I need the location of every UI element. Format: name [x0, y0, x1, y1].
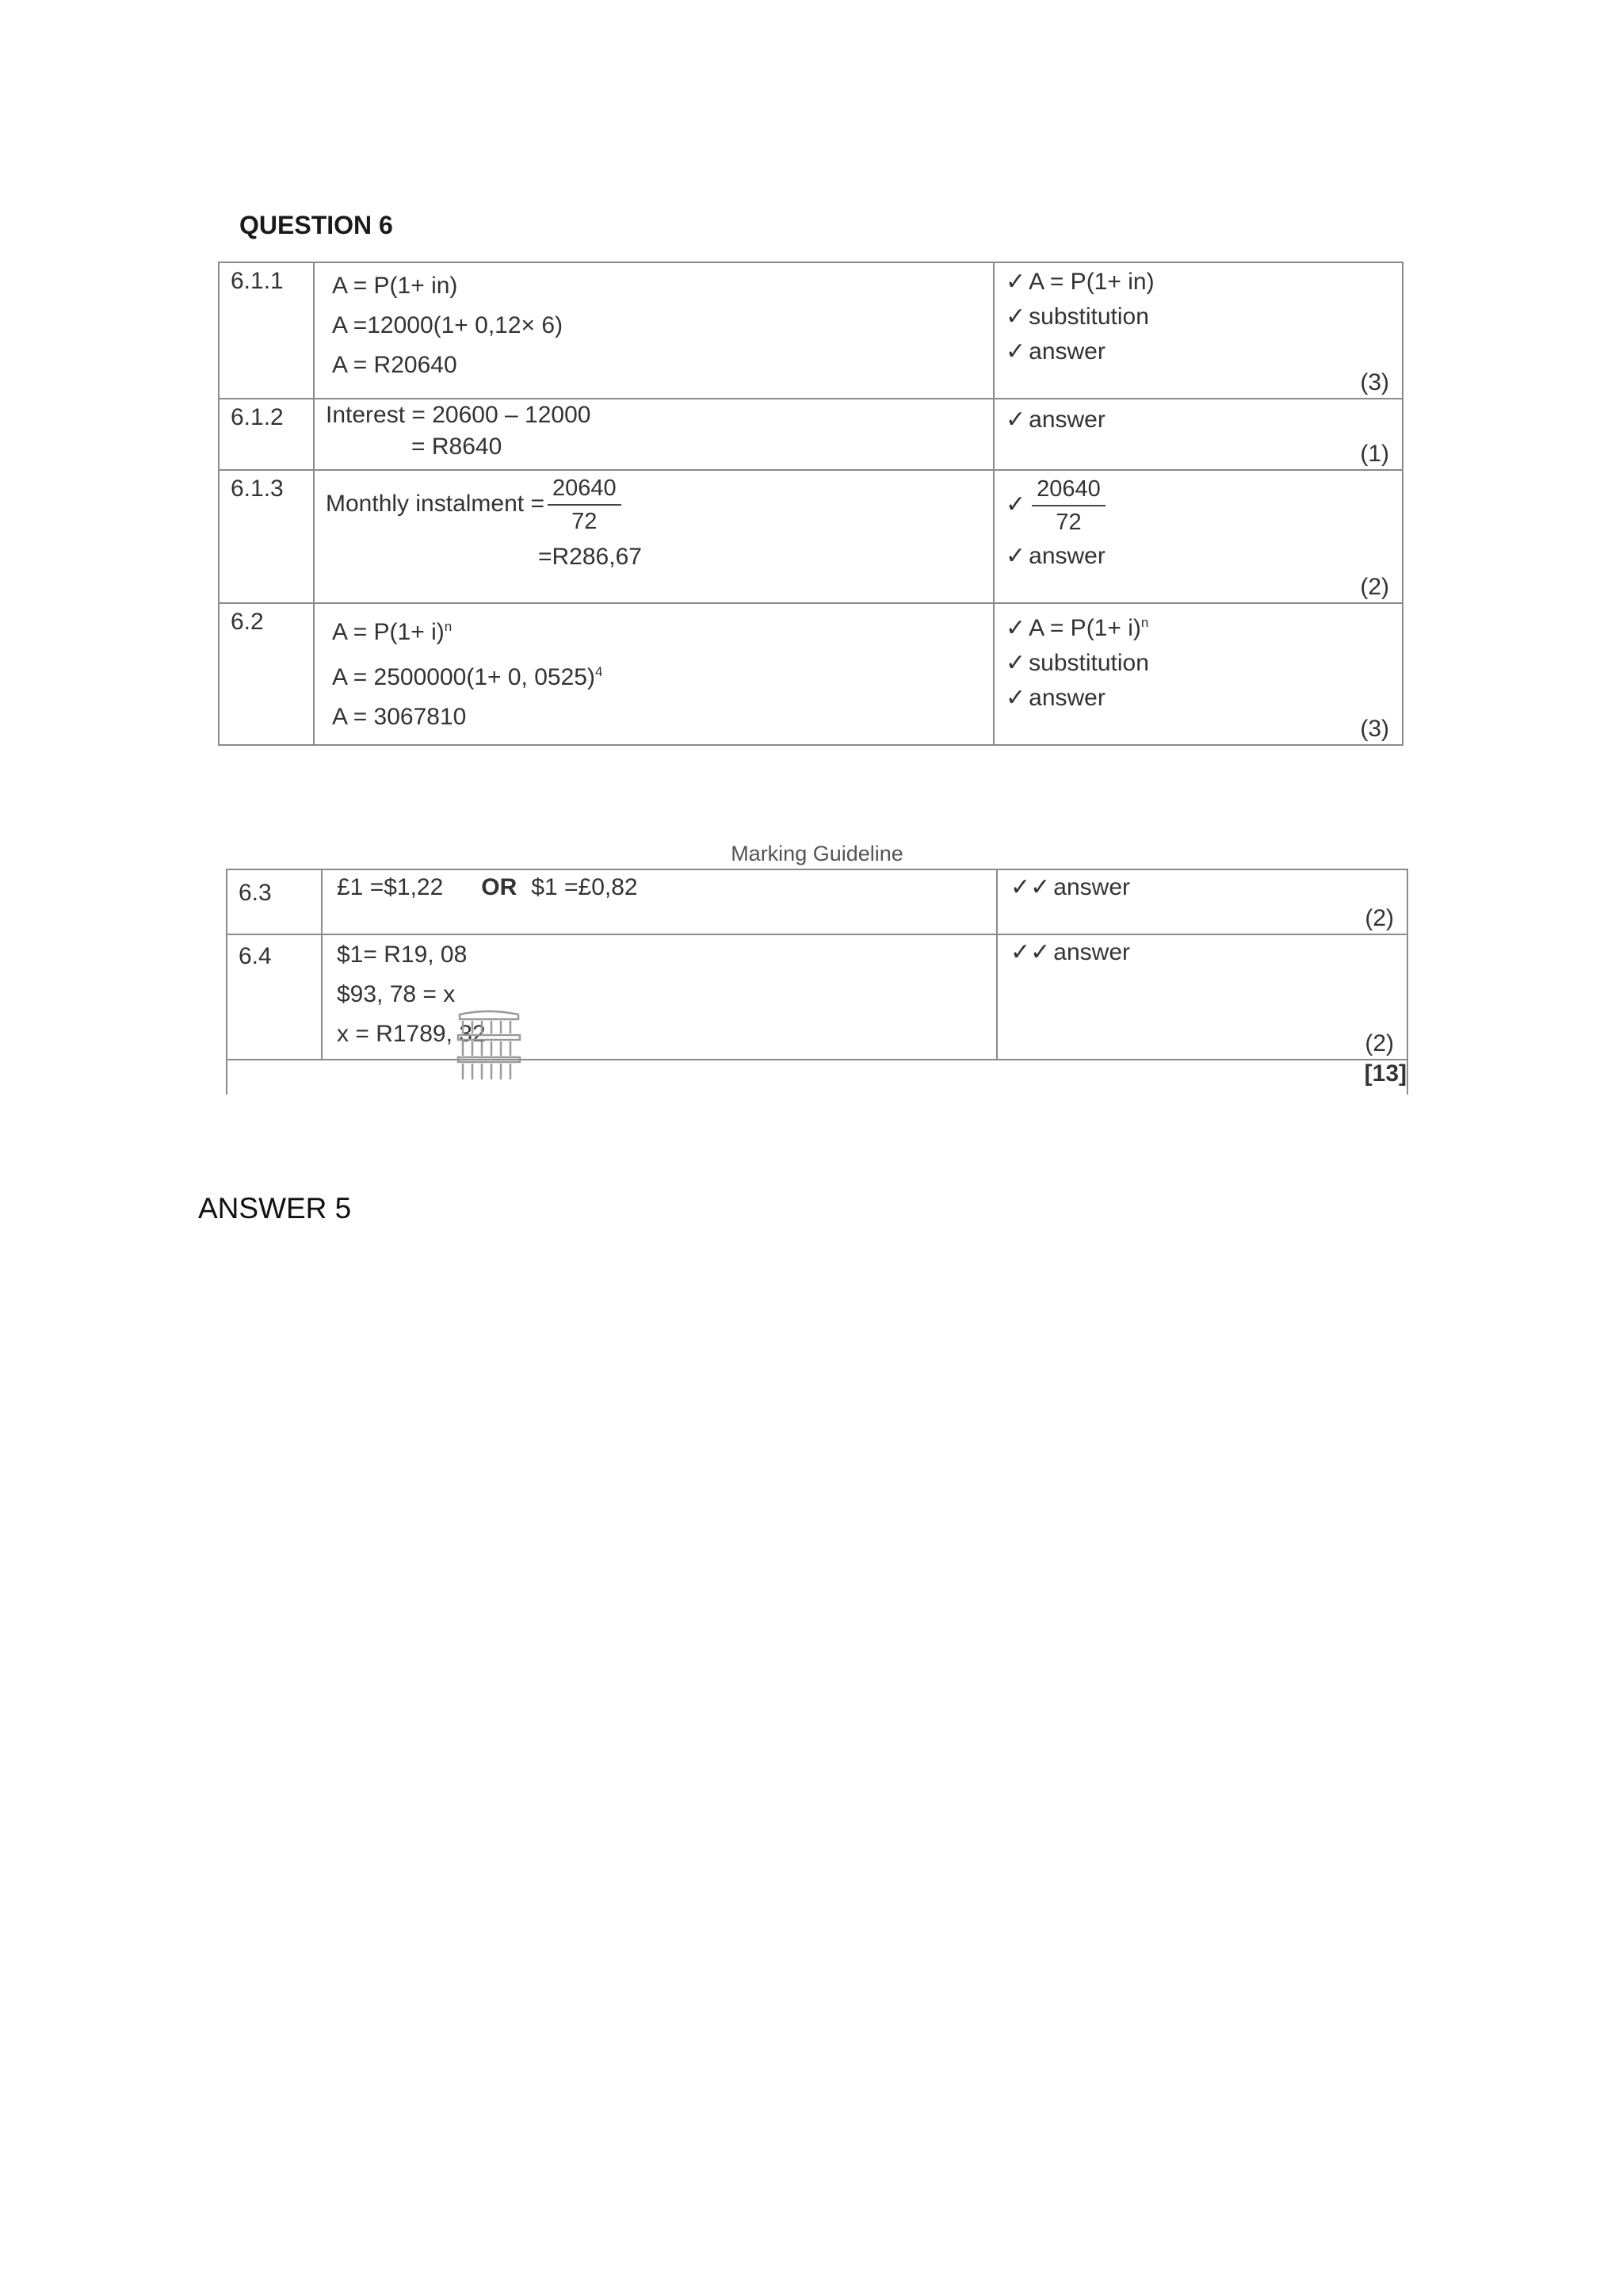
- marking-table-q6-part2: [226, 842, 1408, 1095]
- exchange-rate: £1 =$1,22: [337, 874, 444, 900]
- working-line: = R8640: [411, 434, 502, 460]
- mark-item: [1006, 300, 1402, 334]
- answer-label: ANSWER 5: [198, 1192, 352, 1224]
- check-icon: ✓: [1006, 650, 1026, 676]
- mark-item-label: answer: [1029, 338, 1106, 365]
- mark-item-label: answer: [1029, 543, 1106, 569]
- question-number: 6.1.3: [231, 476, 284, 502]
- table-row: [227, 934, 1407, 1060]
- mark-item-label: substitution: [1029, 304, 1149, 330]
- table-row: [219, 262, 1403, 399]
- mark-allocation-cell: [997, 934, 1407, 1060]
- question-number: 6.2: [231, 609, 264, 635]
- working-line: x = R1789, 32: [337, 1021, 486, 1047]
- fraction: [1032, 473, 1106, 538]
- table-row: [219, 399, 1403, 470]
- working-line: $93, 78 = x: [337, 981, 456, 1007]
- mark-item-label: substitution: [1029, 650, 1149, 676]
- working-line: =R286,67: [538, 544, 642, 570]
- fraction-denominator: 72: [1056, 510, 1082, 536]
- working-line: Interest = 20600 – 12000: [326, 402, 591, 428]
- or-label: OR: [481, 874, 517, 900]
- working-cell: [322, 934, 997, 1060]
- question-number: 6.1.2: [231, 404, 284, 430]
- exchange-rate: $1 =£0,82: [531, 874, 638, 900]
- question-number-cell: [219, 399, 314, 470]
- mark-total: (3): [1360, 716, 1389, 742]
- fraction-numerator: 20640: [548, 472, 621, 506]
- mark-total: (3): [1360, 369, 1389, 395]
- table-row: [227, 869, 1407, 934]
- exponent: 4: [594, 664, 603, 679]
- question-number-cell: [227, 934, 322, 1060]
- mark-item-label: answer: [1029, 685, 1106, 711]
- mark-item: [1006, 403, 1402, 437]
- check-icon: ✓: [1006, 338, 1026, 365]
- question-number-cell: [219, 470, 314, 603]
- mark-item-label: A = P(1+ i): [1029, 615, 1141, 641]
- question-total: [13]: [227, 1060, 1407, 1095]
- fraction: [548, 472, 621, 537]
- working-line: $1= R19, 08: [337, 942, 468, 968]
- mark-item: [1006, 606, 1402, 646]
- check-icon: ✓: [1006, 615, 1026, 641]
- mark-total: (2): [1365, 1030, 1394, 1056]
- working-cell: [314, 399, 994, 470]
- mark-item-label: answer: [1053, 874, 1130, 900]
- question-number: 6.4: [239, 943, 272, 969]
- question-number-cell: [219, 603, 314, 745]
- mark-item: [1006, 334, 1402, 369]
- working-cell: [322, 869, 997, 934]
- working-cell: [314, 262, 994, 399]
- mark-total: (1): [1360, 441, 1389, 467]
- mark-item: [1006, 646, 1402, 681]
- working-line: A = 3067810: [332, 704, 467, 730]
- check-icon: ✓: [1006, 491, 1026, 518]
- marking-table-q6-part1: [218, 262, 1403, 746]
- mark-allocation-cell: [994, 262, 1403, 399]
- working-cell: [314, 603, 994, 745]
- check-icon: ✓: [1006, 407, 1026, 433]
- exponent: n: [1140, 615, 1149, 630]
- building-stamp-icon: [453, 1007, 525, 1086]
- mark-item: [1006, 471, 1402, 539]
- question-number-cell: [219, 262, 314, 399]
- instalment-label: Monthly instalment =: [326, 490, 544, 517]
- mark-total: (2): [1360, 574, 1389, 600]
- question-number: 6.1.1: [231, 268, 284, 294]
- mark-item: [1006, 539, 1402, 574]
- working-line: A = R20640: [332, 352, 457, 378]
- check-icon: ✓: [1006, 543, 1026, 569]
- double-check-icon: ✓✓: [1010, 939, 1051, 965]
- mark-item-label: A = P(1+ in): [1029, 269, 1155, 295]
- mark-item: [1010, 935, 1407, 970]
- mark-item-label: answer: [1029, 407, 1106, 433]
- fraction-numerator: 20640: [1032, 473, 1106, 506]
- mark-allocation-cell: [994, 470, 1403, 603]
- question-number: 6.3: [239, 880, 272, 906]
- mark-item: [1006, 265, 1402, 300]
- formula-text: A = P(1+ i): [332, 619, 445, 645]
- mark-allocation-cell: [997, 869, 1407, 934]
- working-line: [332, 652, 993, 697]
- exponent: n: [444, 619, 453, 634]
- mark-allocation-cell: [994, 603, 1403, 745]
- table-row: [219, 470, 1403, 603]
- mark-item-label: answer: [1053, 939, 1130, 965]
- mark-allocation-cell: [994, 399, 1403, 470]
- working-line: [332, 607, 993, 652]
- double-check-icon: ✓✓: [1010, 874, 1051, 900]
- mark-item: [1006, 681, 1402, 716]
- working-line: A =12000(1+ 0,12× 6): [332, 312, 563, 338]
- table-row: [219, 603, 1403, 745]
- formula-text: A = 2500000(1+ 0, 0525): [332, 664, 595, 690]
- check-icon: ✓: [1006, 685, 1026, 711]
- table-row: [227, 1060, 1407, 1095]
- check-icon: ✓: [1006, 269, 1026, 295]
- working-line: [337, 870, 996, 905]
- question-title: QUESTION 6: [239, 211, 393, 239]
- question-number-cell: [227, 869, 322, 934]
- fraction-denominator: 72: [571, 509, 598, 534]
- working-cell: [314, 470, 994, 603]
- marking-guideline-caption: Marking Guideline: [731, 842, 903, 865]
- mark-total: (2): [1365, 905, 1394, 931]
- check-icon: ✓: [1006, 304, 1026, 330]
- working-line: [326, 472, 993, 537]
- working-line: A = P(1+ in): [332, 273, 458, 299]
- mark-item: [1010, 870, 1407, 905]
